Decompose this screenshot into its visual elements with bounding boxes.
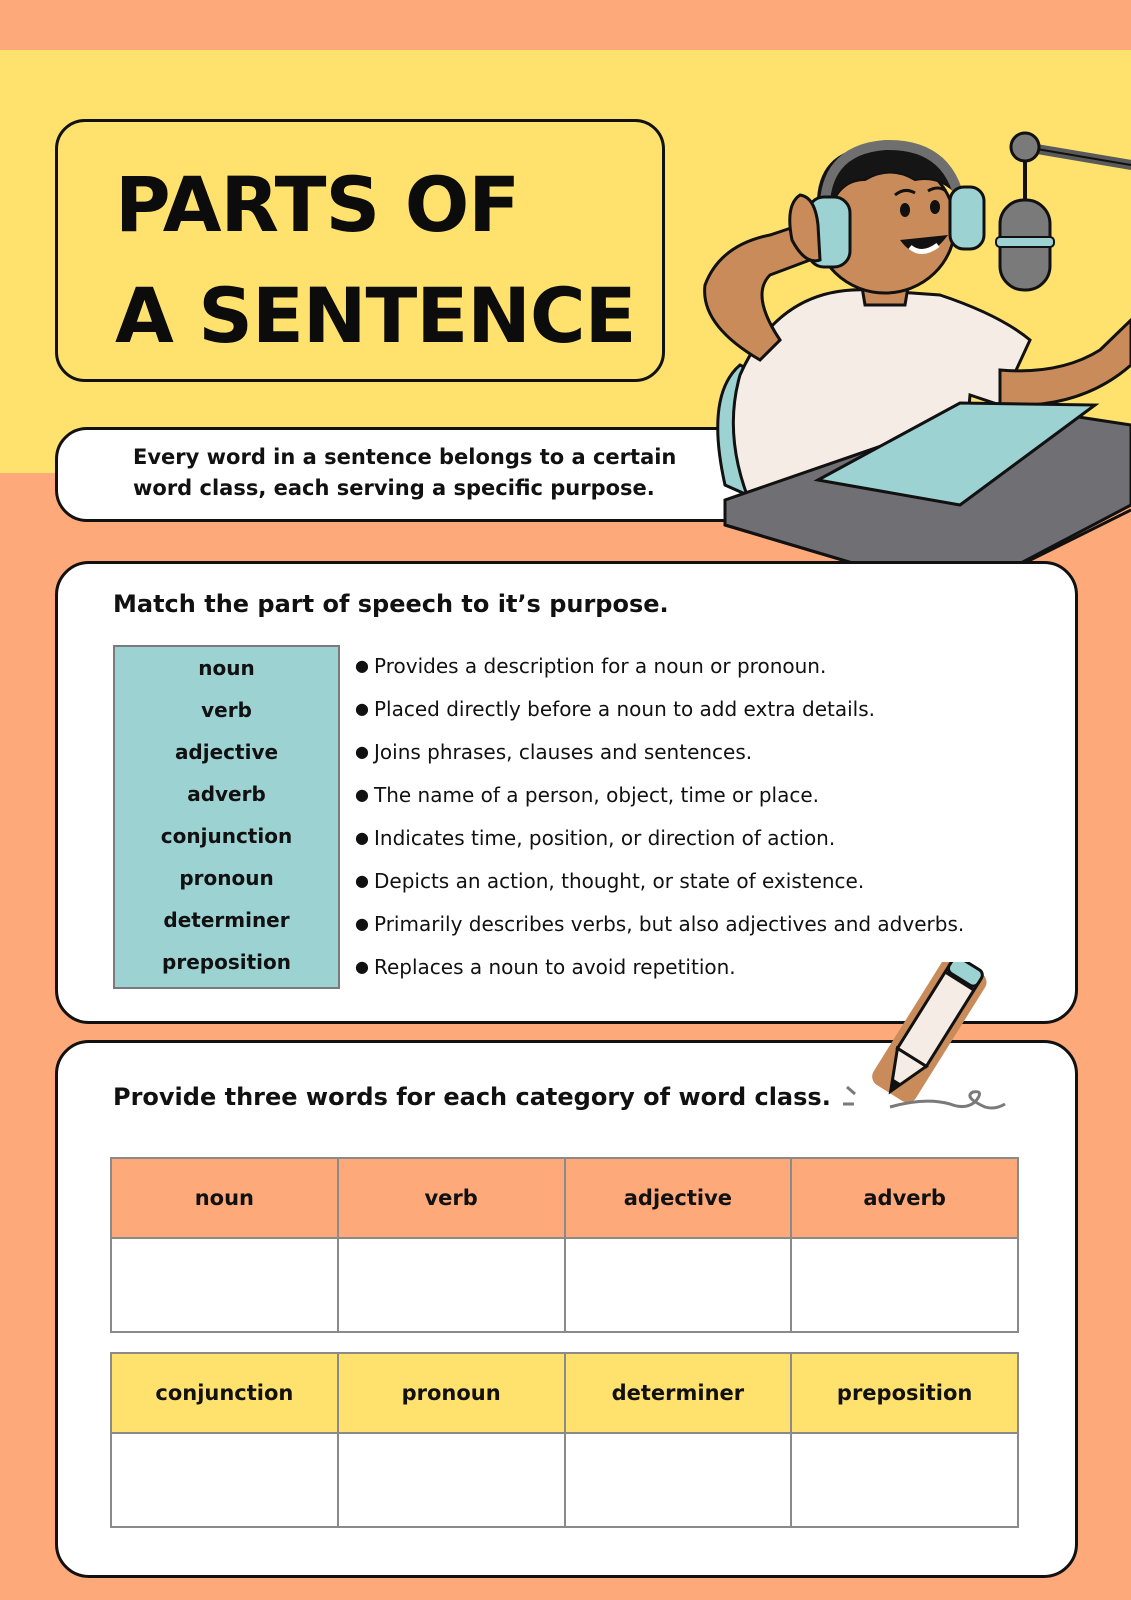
purpose-item: ● Indicates time, position, or direction of action. — [350, 826, 835, 850]
bullet-icon: ● — [355, 785, 369, 804]
match-card — [55, 561, 1078, 1024]
purpose-item: ● Placed directly before a noun to add extra details. — [350, 697, 875, 721]
purpose-item: ● Depicts an action, thought, or state of existence. — [350, 869, 864, 893]
page-title-line-1: PARTS OF — [115, 160, 520, 249]
pencil-icon — [835, 962, 1015, 1137]
page-title-line-2: A SENTENCE — [115, 271, 636, 360]
bullet-icon: ● — [355, 699, 369, 718]
answer-cell[interactable] — [565, 1433, 792, 1527]
answer-cell[interactable] — [791, 1238, 1018, 1332]
table-header-cell: adjective — [565, 1158, 792, 1238]
term-item: preposition — [162, 950, 291, 974]
word-class-table-2 — [110, 1352, 1019, 1528]
provide-heading: Provide three words for each category of word class. — [113, 1083, 831, 1111]
purpose-item: ● Joins phrases, clauses and sentences. — [350, 740, 752, 764]
answer-cell[interactable] — [338, 1433, 565, 1527]
term-item: conjunction — [160, 824, 293, 848]
purpose-item: ● Replaces a noun to avoid repetition. — [350, 955, 736, 979]
intro-text: Every word in a sentence belongs to a certain word class, each serving a specific purpose. — [133, 445, 677, 500]
bullet-icon: ● — [355, 871, 369, 890]
title-box — [55, 119, 665, 382]
answer-cell[interactable] — [565, 1238, 792, 1332]
answer-cell[interactable] — [111, 1238, 338, 1332]
term-item: noun — [198, 656, 255, 680]
table-header-cell: adverb — [791, 1158, 1018, 1238]
podcaster-illustration — [700, 125, 1131, 605]
intro-box — [55, 427, 775, 522]
answer-cell[interactable] — [111, 1433, 338, 1527]
purpose-item: ● The name of a person, object, time or place. — [350, 783, 819, 807]
table-header-cell: determiner — [565, 1353, 792, 1433]
bullet-icon: ● — [355, 957, 369, 976]
table-header-cell: preposition — [791, 1353, 1018, 1433]
answer-cell[interactable] — [791, 1433, 1018, 1527]
table-header-cell: noun — [111, 1158, 338, 1238]
table-header-cell: verb — [338, 1158, 565, 1238]
term-item: determiner — [163, 908, 290, 932]
term-item: adjective — [174, 740, 279, 764]
answer-cell[interactable] — [338, 1238, 565, 1332]
top-band — [0, 0, 1131, 50]
term-item: verb — [201, 698, 252, 722]
term-item: pronoun — [179, 866, 274, 890]
match-heading: Match the part of speech to it’s purpose. — [113, 590, 669, 618]
bullet-icon: ● — [355, 656, 369, 675]
purpose-item: ● Primarily describes verbs, but also adjectives and adverbs. — [350, 912, 964, 936]
term-box — [113, 645, 340, 989]
bullet-icon: ● — [355, 828, 369, 847]
table-header-cell: conjunction — [111, 1353, 338, 1433]
table-header-cell: pronoun — [338, 1353, 565, 1433]
bullet-icon: ● — [355, 742, 369, 761]
term-item: adverb — [187, 782, 266, 806]
purpose-item: ● Provides a description for a noun or pronoun. — [350, 654, 826, 678]
bullet-icon: ● — [355, 914, 369, 933]
word-class-table-1 — [110, 1157, 1019, 1333]
